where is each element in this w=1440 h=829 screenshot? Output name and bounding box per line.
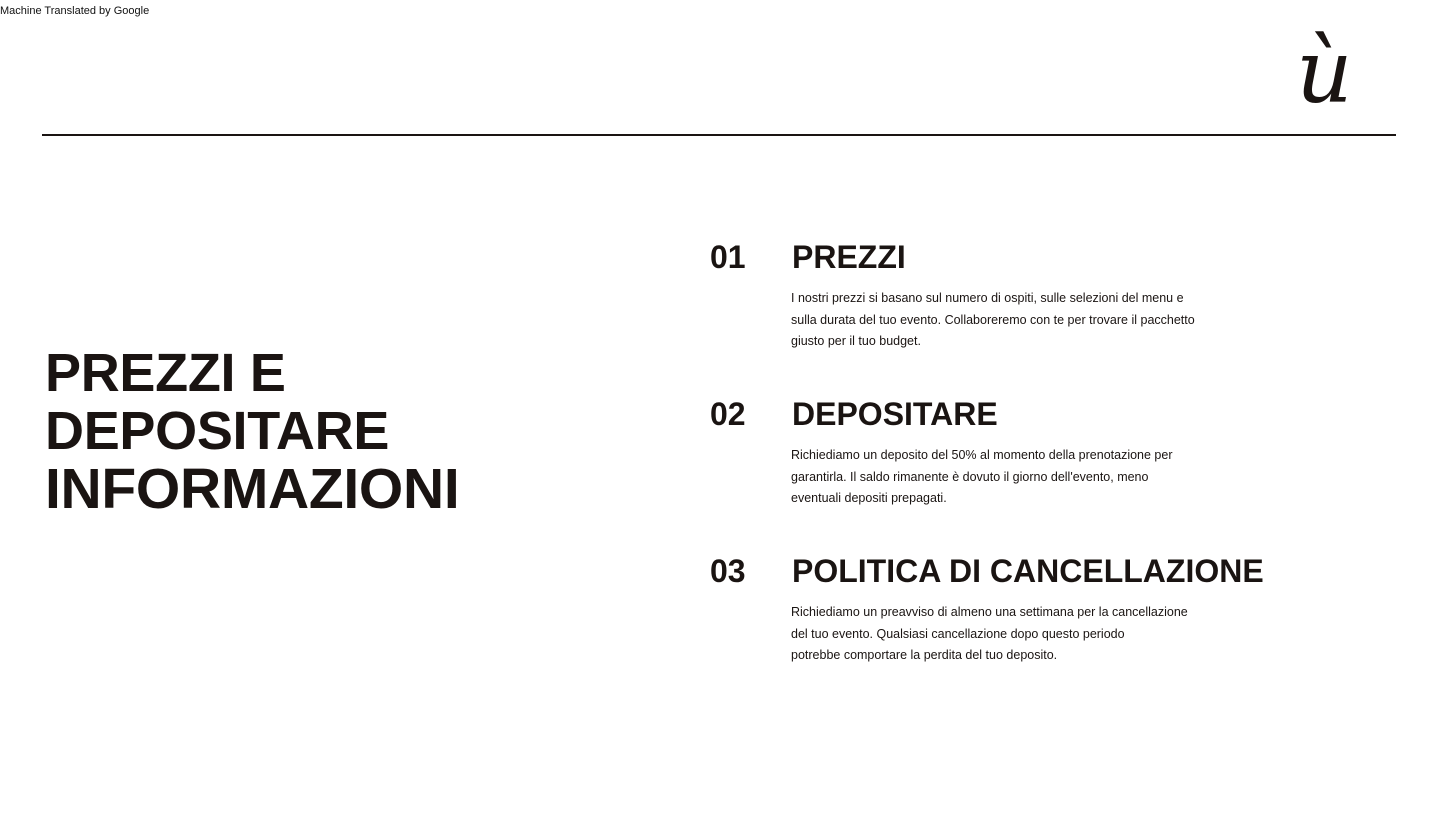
section-heading: DEPOSITARE bbox=[792, 396, 998, 432]
page-title-line-3: INFORMAZIONI bbox=[45, 457, 460, 521]
section-body-line: Richiediamo un deposito del 50% al momento della prenotazione per bbox=[791, 448, 1173, 462]
section-body-line: Richiediamo un preavviso di almeno una settimana per la cancellazione bbox=[791, 605, 1188, 619]
section-body bbox=[791, 445, 1211, 510]
section-body-line: I nostri prezzi si basano sul numero di ospiti, sulle selezioni del menu e bbox=[791, 291, 1184, 305]
section-body bbox=[791, 288, 1211, 353]
page-title bbox=[45, 343, 460, 521]
page-title-line-2: DEPOSITARE bbox=[45, 401, 390, 461]
header-divider bbox=[42, 134, 1396, 136]
section-heading: PREZZI bbox=[792, 239, 906, 275]
translation-notice: Machine Translated by Google bbox=[0, 5, 150, 17]
section-number: 03 bbox=[710, 553, 746, 589]
section-body-line: garantirla. Il saldo rimanente è dovuto il giorno dell'evento, meno bbox=[791, 469, 1149, 484]
section-body-line: giusto per il tuo budget. bbox=[791, 334, 921, 348]
section-body-line: sulla durata del tuo evento. Collaboreremo con te per trovare il pacchetto bbox=[791, 312, 1195, 327]
brand-logo: ù bbox=[1296, 20, 1353, 123]
section-number: 01 bbox=[710, 239, 746, 275]
page-title-line-1: PREZZI E bbox=[45, 343, 286, 403]
section-number: 02 bbox=[710, 396, 746, 432]
section-heading: POLITICA DI CANCELLAZIONE bbox=[792, 553, 1264, 589]
section-body-line: del tuo evento. Qualsiasi cancellazione dopo questo periodo bbox=[791, 626, 1125, 641]
section-body bbox=[791, 602, 1211, 667]
section-body-line: potrebbe comportare la perdita del tuo deposito. bbox=[791, 648, 1058, 662]
section-body-line: eventuali depositi prepagati. bbox=[791, 491, 947, 505]
